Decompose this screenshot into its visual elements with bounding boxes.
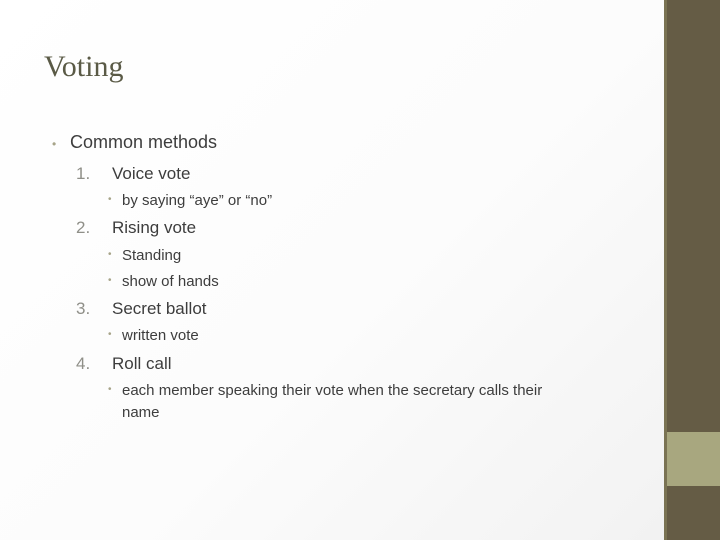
bullet-icon: • bbox=[108, 194, 112, 205]
method-detail: Standing bbox=[122, 247, 182, 264]
method-label: Roll call bbox=[112, 354, 172, 373]
method-number: 1. bbox=[76, 164, 91, 183]
method-detail: each member speaking their vote when the secretary calls their bbox=[122, 382, 543, 399]
bullet-icon: • bbox=[52, 137, 57, 151]
bullet-icon: • bbox=[108, 249, 112, 260]
level1-item: Common methods bbox=[70, 132, 218, 152]
side-accent-block bbox=[667, 432, 720, 486]
method-detail: written vote bbox=[122, 327, 199, 344]
bullet-icon: • bbox=[108, 275, 112, 286]
method-number: 4. bbox=[76, 354, 91, 373]
method-number: 3. bbox=[76, 299, 91, 318]
method-label: Voice vote bbox=[112, 164, 191, 183]
method-number: 2. bbox=[76, 218, 91, 237]
bullet-icon: • bbox=[108, 384, 112, 395]
method-detail: show of hands bbox=[122, 273, 219, 290]
bullet-icon: • bbox=[108, 329, 112, 340]
slide-title: Voting bbox=[44, 50, 124, 83]
method-detail: name bbox=[122, 404, 160, 421]
method-detail: by saying “aye” or “no” bbox=[122, 192, 273, 209]
method-label: Rising vote bbox=[112, 218, 197, 237]
method-label: Secret ballot bbox=[112, 299, 207, 318]
